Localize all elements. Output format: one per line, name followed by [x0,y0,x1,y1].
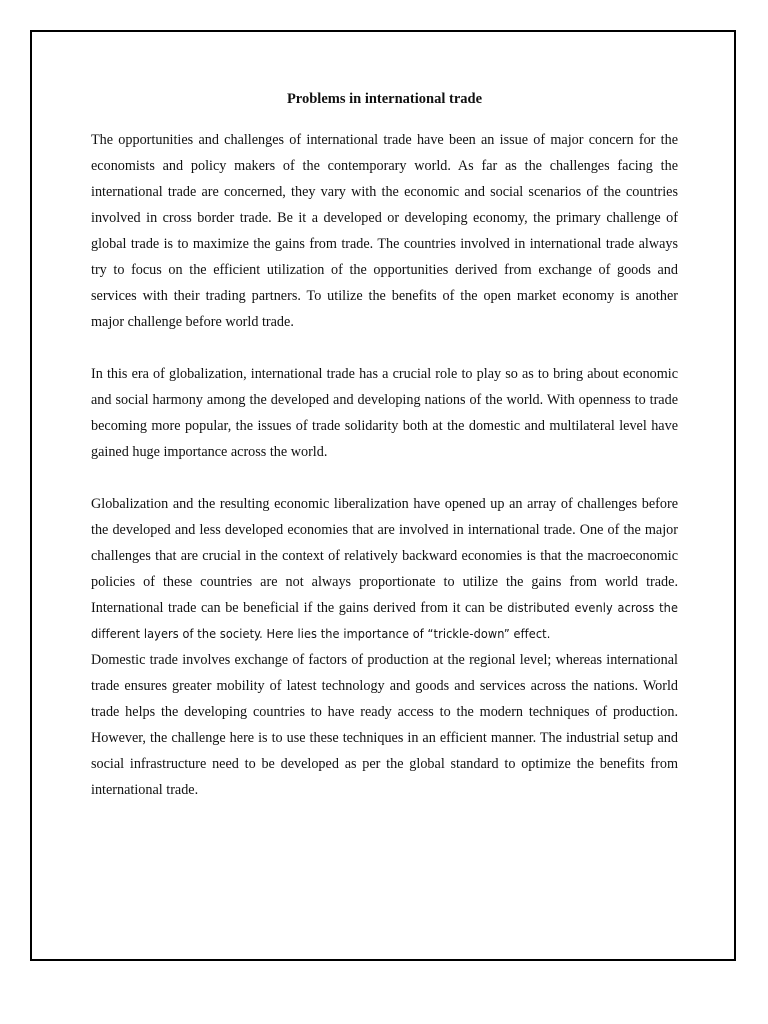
paragraph-spacer [91,465,678,491]
paragraph-3-tail: distributed evenly across the different layers of the society. Here lies the importance of “trickle-down” effect. [91,600,679,641]
paragraph-3-main: Globalization and the resulting economic liberalization have opened up an array of challenges before the developed and less developed economies that are involved in international trade. One of the major challenges that are crucial in the context of relatively backward economies is that the macroeconomic policies of these countries are not always proportionate to utilize the gains from world trade. International trade can be beneficial if the gains derived from it can be [91,496,678,616]
paragraph-1: The opportunities and challenges of international trade have been an issue of major concern for the economists and policy makers of the contemporary world. As far as the challenges facing the international trade are concerned, they vary with the economic and social scenarios of the countries involved in cross border trade. Be it a developed or developing economy, the primary challenge of global trade is to maximize the gains from trade. The countries involved in international trade always try to focus on the efficient utilization of the opportunities derived from exchange of goods and services with their trading partners. To utilize the benefits of the open market economy is another major challenge before world trade. [91,132,678,330]
paragraph-spacer [91,335,678,361]
paragraph-2: In this era of globalization, international trade has a crucial role to play so as to bring about economic and social harmony among the developed and developing nations of the world. With openness to trade becoming more popular, the issues of trade solidarity both at the domestic and multilateral level have gained huge importance across the world. [91,366,678,460]
paragraph-3 [91,491,678,647]
paragraph-4: Domestic trade involves exchange of factors of production at the regional level; whereas international trade ensures greater mobility of latest technology and goods and services across the nations. World trade helps the developing countries to have ready access to the modern techniques of production. However, the challenge here is to use these techniques in an efficient manner. The industrial setup and social infrastructure need to be developed as per the global standard to optimize the benefits from international trade. [91,652,678,798]
document-title: Problems in international trade [286,91,483,107]
document-body [91,88,678,803]
